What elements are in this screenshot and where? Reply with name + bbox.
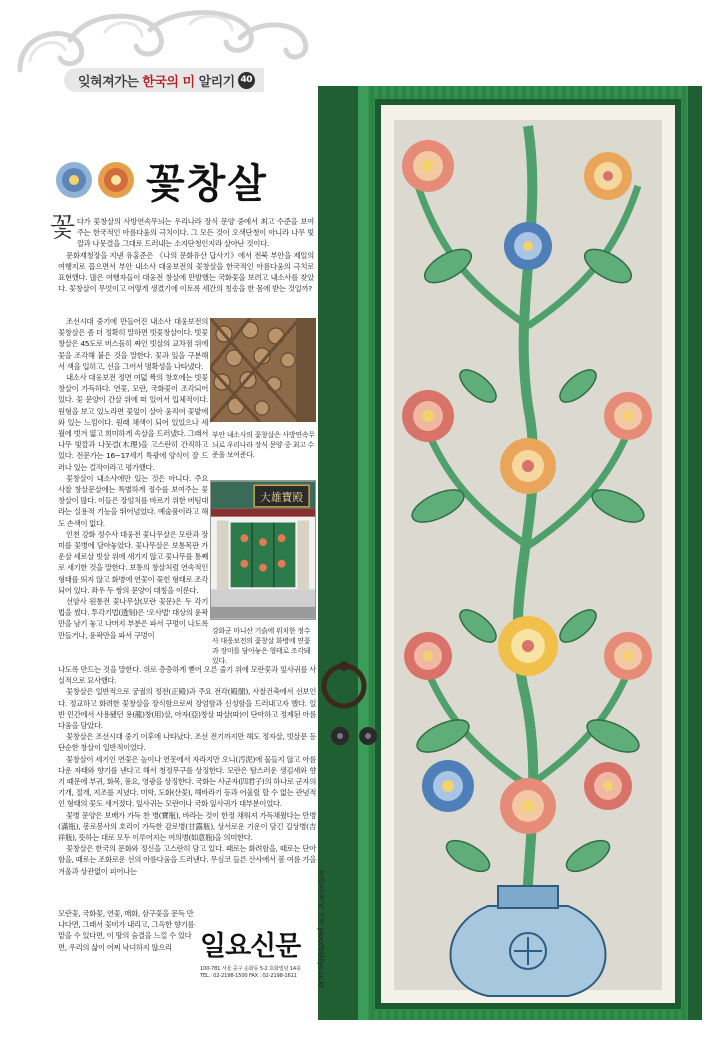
series-number: 40: [238, 72, 255, 89]
paragraph: 꽃창살이 내소사에만 있는 것은 아니다. 주요 사찰 창살문살에는 특별하게 정수를 보여주는 꽃창살이 많다. 이들은 장엄치를 바르기 위한 버팀대라는 실용적 기능을 뛰어넘었다. 예술품이라고 해도 손색이 없다.: [58, 473, 208, 528]
series-prefix: 잊혀져가는: [78, 74, 139, 90]
bottom-text: [58, 664, 316, 877]
dropcap: 꽃: [50, 213, 75, 243]
orange-flower-icon: [98, 162, 134, 198]
publisher-address: [200, 966, 312, 980]
series-highlight: 한국의 미: [142, 74, 195, 90]
flower-lattice-door-photo: [318, 86, 702, 1020]
newspaper-logo: 일요신문: [200, 931, 301, 962]
paragraph: 꽃창살은 조선시대 중기 이후에 나타났다. 조선 전기까지만 해도 정자살, 빗살문 등 단순한 창살이 일반적이었다.: [58, 732, 316, 753]
signboard-text: 大雄寶殿: [260, 490, 304, 504]
series-banner: [64, 68, 264, 92]
blue-flower-icon: [56, 162, 92, 198]
paragraph: 선암사 원통전 꽃나무살(모란 꽃문)은 두 각기법을 썼다. 투각기법(透刻)은 '오사법' 대상의 윤곽만을 남기 놓고 나머지 부분은 파서 구멍이 나도록 만들거나, 윤곽만을 파서 구멍이: [58, 597, 208, 640]
paragraph: 꽃창살은 일반적으로 궁궐의 정전(正殿)과 주요 전각(殿閣), 사찰건축에서 선보인다. 정교하고 화려한 꽃창살을 장식함으로써 장엄함과 신성함을 드러내고자 했다. 일반 민간에서 사용됐던 용(龍)창(用)살, 아자(亞)창살 따살(따)이 단아하고 정제된 아름다움을 담았다.: [58, 687, 316, 731]
phone-line: TEL : 02-2198-1500 FAX : 02-2198-1611: [200, 973, 297, 979]
paragraph-1: 문화재청장을 지낸 유홍준은 《나의 문화유산 답사기》에서 전북 부안을 제일의 여행지로 꼽으면서 부안 내소사 대웅보전의 꽃창살을 한국적인 아름다움의 극치로 표현했다. 많은 여행자들이 대웅전 창살에 만발했는 국화꽃을 보려고 내소사를 찾았다. 꽃창살이 무엇이고 어떻게 생겼기에 이토록 세간의 칭송을 한 몸에 받는 것일까?: [58, 250, 314, 294]
flower-icons: [54, 160, 144, 200]
paragraph: 인천 강화 정수사 대웅전 꽃나무살은 모란과 장미를 꽃병에 담아놓았다. 꽃나무살은 보통목판 가운살 세로살 빗살 위에 새기지 않고 꽃나무를 통째로 새기한 것을 말한다. 보통의 창살처럼 연속적인 형태를 띄지 않고 화병에 연꽃이 꽂힌 형태로 조각되어 있다. 좌우 두 쌍의 문양이 대칭을 이룬다.: [58, 529, 208, 595]
photo-caption-2: 강화군 마니산 기슭에 위치한 정수사 대웅보전의 꽃창살 화병에 연꽃과 장미를 담아놓은 형태로 조각돼 있다.: [212, 627, 311, 665]
intro-text: [50, 213, 314, 294]
paragraph: 꽃창살은 한국의 문화와 정신을 고스란히 담고 있다. 때로는 화려함을, 때로는 단아함을, 때로는 조화로운 선의 아름다움을 드러낸다. 무심코 들른 산사에서 봄 여름 가을 겨울과 상관없이 피어나는: [58, 844, 316, 876]
middle-column: [58, 316, 208, 641]
series-suffix: 알리기: [198, 74, 235, 90]
page-title: 꽃창살: [146, 160, 268, 207]
paragraph: 조선시대 중기에 만들어진 내소사 대웅보전의 꽃창살은 좀 더 정확히 말하면 빗꽃창살이다. 빗꽃창살은 45도로 비스듬히 짜인 빗살의 교차점 위에 꽃을 조각해 붙은 것을 말한다. 꽃과 잎을 구분해서 색을 입히고, 선을 그어서 명확성을 나타냈다.: [58, 317, 208, 371]
paragraph: 꽃병 문양은 보배가 가득 찬 병(寶瓶), 바라는 것이 한정 채워져 가득채웠다는 만병(滿瓶), 봉로봉사의 호리이 가득한 감로병(甘露瓶), 상서로운 기운이 담긴 길상병(吉祥瓶), 뜻하는 대로 모두 이루어지는 여의병(如意瓶)을 의미한다.: [58, 810, 316, 843]
temple-hall-photo: [210, 480, 316, 620]
address-line: 100-781 서울 중구 순화동 5-2 호화빌딩 14층: [200, 966, 301, 972]
paragraph: 꽃창살이 세기인 연꽃은 높이나 연못에서 자라지만 오니(汚泥)에 물들지 않고 아름다운 자태와 향기를 낸다고 해서 청정무구를 상징한다. 모란은 탐스러운 생김새와 향기 때문에 부귀, 화목, 풍요, 영광을 상징한다. 국화는 사군자(四君子)의 하나로 군자의 기개, 절개, 지조를 지녔다. 미학, 도화(산꽃), 해바라기 등과 어울릴 할 수 없는 관념적인 형태의 꽃도 새겨졌다. 잎사귀는 모란이나 국화 잎사귀가 대부분이었다.: [58, 754, 316, 809]
lattice-closeup-photo: [210, 318, 316, 422]
paragraph: 내소사 대웅보전 정면 여덟 짝의 창호에는 빗꽃창살이 가득하다. 연꽃, 모란, 국화꽃이 조각되어 있다. 꽃 문양이 간살 위에 떠 있어서 입체적이다. 원형을 보고 있노라면 꽃잎이 살아 움직여 꽃밭에 와 있는 느낌이다. 원래 채색이 되어 있었으나 세월에 벗겨 엷고 희미하게 속살을 드러냈다. 그래서 나무 빛깔과 나뭇결(木理)을 고스란히 간직하고 있다. 전문가는 16~17세기 특광에 양식이 잘 드러나 있는 걸작이라고 평가했다.: [58, 373, 208, 472]
paragraph: 나도록 만드는 것을 말한다. 위로 층층하게 뻗어 오른 줄기 위에 모란꽃과 잎사귀를 사실적으로 묘사했다.: [58, 665, 316, 686]
intro-paragraph: 다가 꽃창살의 사방연속무늬는 우리나라 장식 문양 중에서 최고 수준을 보여주는 한국적인 아름다움의 극치이다. 그 모든 것이 오색단청이 아니라 나무 빛깔과 나뭇결을 그대로 드러내는 소지단청인지라 살아난 것이다.: [76, 217, 314, 249]
photo-caption-1: 부안 내소사의 꽃창살은 사방연속무늬로 우리나라 장식 문양 중 최고 수준을 보여준다.: [212, 431, 315, 459]
closing-text: 모란꽃, 국화꽃, 연꽃, 매화, 삼구꽃을 문득 만나다면, 그래서 꽃비가 내리고, 그윽한 향기를 맡을 수 있다면, 이 땅의 숨결을 느낄 수 있다면, 우리의 삶이 어찌 낙녀하지 않으리: [58, 909, 195, 952]
reporter-credit: 정리=김기억 기자 ykoo00@ilyo.co.kr: [317, 870, 325, 988]
